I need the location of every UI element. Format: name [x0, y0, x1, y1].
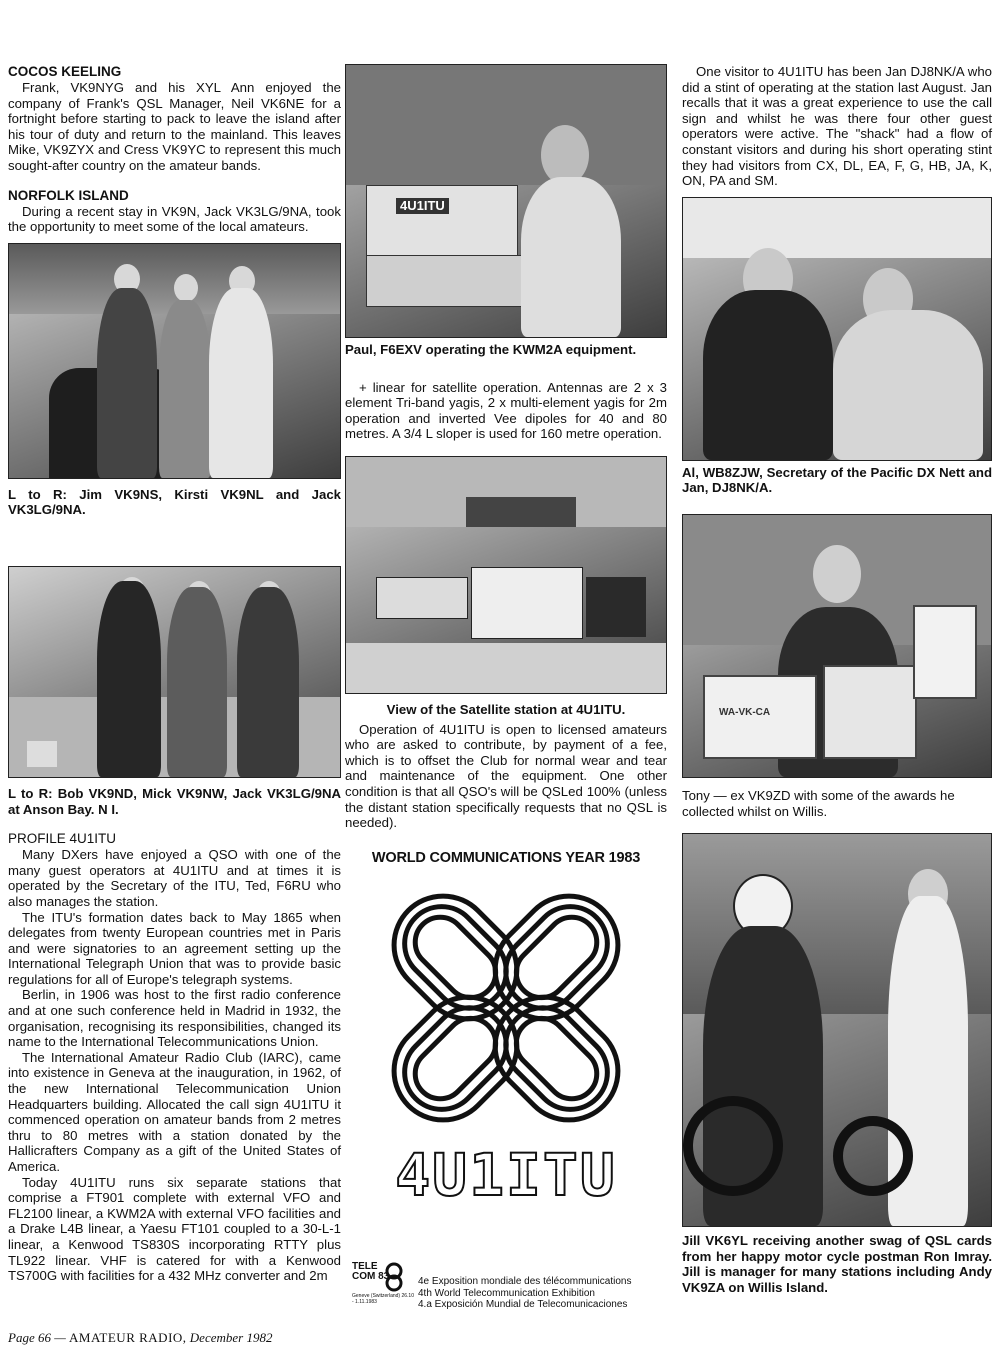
caption-tony: Tony — ex VK9ZD with some of the awards he collected whilst on Willis.	[682, 787, 955, 819]
middle-paragraph-1: + linear for satellite operation. Antennas are 2 x 3 element Tri-band yagis, 2 x multi-element yagis for 2m operation and inverted Vee dipoles for 40 and 80 metres. A 3/4 L sloper is used for 160 metre operation.	[345, 379, 667, 442]
photo-satellite-station	[345, 456, 667, 694]
photo-paul-operating	[345, 64, 667, 338]
callsign-large: 4U1ITU	[395, 1141, 617, 1210]
photo-al-and-jan	[682, 197, 992, 461]
norfolk-paragraph: During a recent stay in VK9N, Jack VK3LG/9NA, took the opportunity to meet some of the local amateurs.	[8, 203, 341, 235]
caption-jill: Jill VK6YL receiving another swag of QSL cards from her happy motor cycle postman Ron Imray. Jill is manager for many stations including Andy VK9ZA on Willis Island.	[682, 1233, 992, 1295]
expo-line-en: 4th World Telecommunication Exhibition	[418, 1287, 595, 1299]
wcy-heading: WORLD COMMUNICATIONS YEAR 1983	[371, 849, 641, 866]
profile-paragraph-3: Berlin, in 1906 was host to the first radio conference and at one such conference held in Madrid in 1932, the organisation, recognising its responsibilities, changed its name to the International Telecommunications Union.	[8, 987, 341, 1050]
column-right	[682, 64, 992, 1296]
profile-heading: PROFILE 4U1ITU	[8, 831, 117, 847]
expo-line-es: 4.a Exposición Mundial de Telecomunicaciones	[418, 1299, 628, 1310]
award-label: WA-VK-CA	[719, 706, 771, 718]
cocos-heading: COCOS KEELING	[8, 64, 122, 79]
norfolk-heading: NORFOLK ISLAND	[8, 187, 129, 203]
photo-jill-motorcycle	[682, 833, 992, 1227]
middle-paragraph-2: Operation of 4U1ITU is open to licensed amateurs who are asked to contribute, by payment of a fee, which is to offset the Club for normal wear and tear and maintenance of the equipment. One other condition is that all QSO's will be QSLed 100% (unless the distant station specifically requests that no QSL is needed).	[345, 721, 667, 831]
telecom-swirl-icon	[382, 1262, 406, 1292]
page-footer	[8, 1330, 272, 1346]
caption-norfolk-trio: L to R: Jim VK9NS, Kirsti VK9NL and Jack VK3LG/9NA.	[8, 486, 341, 518]
photo-norfolk-trio	[8, 243, 341, 479]
expo-line-fr: 4e Exposition mondiale des télécommunications	[418, 1276, 632, 1287]
footer-date: December 1982	[186, 1330, 273, 1345]
profile-paragraph-1: Many DXers have enjoyed a QSO with one of the many guest operators at 4U1ITU and at times it is operated by the Secretary of the ITU, Ted, F6RU who also manages the station.	[8, 847, 341, 909]
column-middle	[345, 64, 667, 1210]
telecom-logo	[352, 1261, 420, 1305]
wcy-logo-icon	[376, 878, 636, 1138]
profile-paragraph-5: Today 4U1ITU runs six separate stations that comprise a FT901 complete with external VFO and FL2100 linear, a KWM2A with external VFO facilities and a Drake L4B linear, a Yaesu FT101 coupled to a 30-L-1 linear, a Kenwood TS830S incorporating RTTY plus TL922 linear. VHF is catered for with a Kenwood TS700G with facilities for a 432 MHz converter and 2m	[8, 1174, 341, 1284]
caption-satellite: View of the Satellite station at 4U1ITU.	[386, 701, 626, 717]
caption-anson-bay: L to R: Bob VK9ND, Mick VK9NW, Jack VK3LG/9NA at Anson Bay. N I.	[8, 785, 341, 817]
footer-dash: —	[50, 1330, 70, 1345]
cocos-paragraph: Frank, VK9NYG and his XYL Ann enjoyed the company of Frank's QSL Manager, Neil VK6NE for a fortnight before starting to pack to leave the island after his tour of duty and return to the mainland. This leaves Mike, VK9ZYX and Cress VK9YC to represent this much sought-after country on the amateur bands.	[8, 80, 341, 173]
caption-al: Al, WB8ZJW, Secretary of the Pacific DX Nett and Jan, DJ8NK/A.	[682, 464, 992, 496]
footer-magazine: AMATEUR RADIO,	[69, 1330, 187, 1345]
telecom-logo-text: TELE COM 83	[352, 1261, 390, 1282]
profile-paragraph-2: The ITU's formation dates back to May 1865 when delegates from twenty European countries met in Paris and were signatories to an agreement setting up the International Telegraph Union that was to provide basic regulations for all of Europe's telegraph systems.	[8, 909, 341, 987]
caption-paul: Paul, F6EXV operating the KWM2A equipment.	[345, 342, 637, 357]
right-paragraph-1: One visitor to 4U1ITU has been Jan DJ8NK/A who did a stint of operating at the station last August. Jan recalls that it was a great experience to use the call sign and whilst he was there four other guest operators were active. The "shack" had a flow of constant visitors and during his short operating stint they had visitors from CX, DL, EA, F, G, HB, JA, K, ON, PA and SM.	[682, 64, 992, 189]
photo-anson-bay	[8, 566, 341, 778]
sign-callsign: 4U1ITU	[396, 198, 449, 214]
column-left	[8, 64, 341, 1284]
photo-tony-awards	[682, 514, 992, 778]
profile-paragraph-4: The International Amateur Radio Club (IARC), came into existence in Geneva at the inauguration, in 1962, of the new International Telecommunication Union Headquarters building. Allocated the call sign 4U1ITU it commenced operation on amateur bands from 2 metres thru to 80 metres with a station donated by the Hallicrafters Company as a gift of the United States of America.	[8, 1049, 341, 1174]
footer-page: Page 66	[8, 1330, 51, 1345]
telecom-sub: Geneve (Switzerland) 26.10 - 1.11.1983	[352, 1293, 414, 1305]
